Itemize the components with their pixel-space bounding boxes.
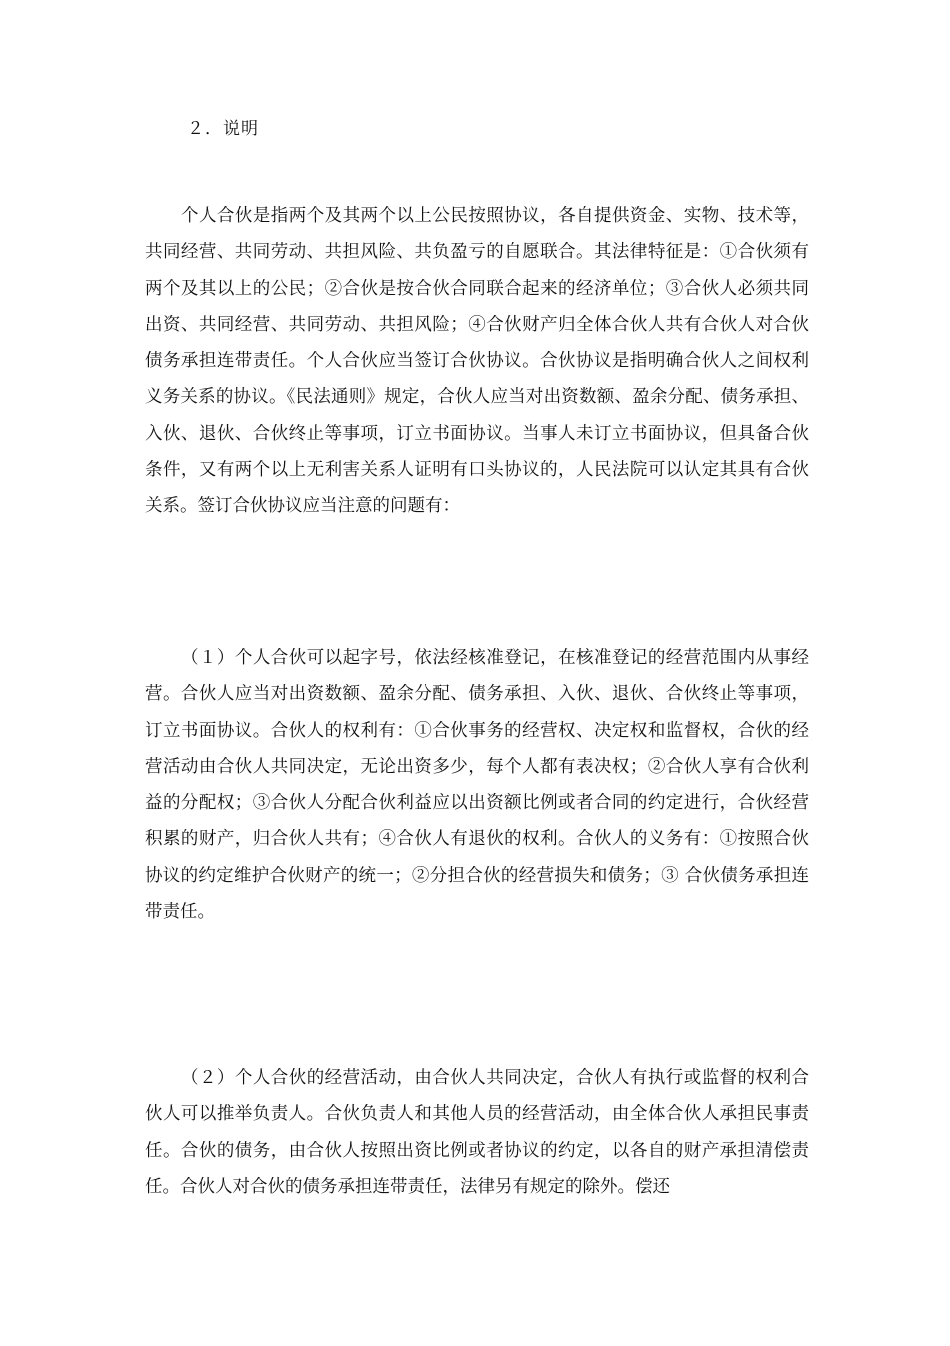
paragraph-item-2: （２）个人合伙的经营活动，由合伙人共同决定，合伙人有执行或监督的权利合伙人可以推举负责人。合伙负责人和其他人员的经营活动，由全体合伙人承担民事责任。合伙的债务，由合伙人按照出资比例或者协议的约定，以各自的财产承担清偿责任。合伙人对合伙的债务承担连带责任，法律另有规定的除外。偿还 — [145, 1068, 809, 1197]
section-heading: ２．说明 — [187, 119, 259, 139]
paragraph-item-1: （１）个人合伙可以起字号，依法经核准登记，在核准登记的经营范围内从事经营。合伙人应当对出资数额、盈余分配、债务承担、入伙、退伙、合伙终止等事项，订立书面协议。合伙人的权利有：①合伙事务的经营权、决定权和监督权，合伙的经营活动由合伙人共同决定，无论出资多少，每个人都有表决权；②合伙人享有合伙利益的分配权；③合伙人分配合伙利益应以出资额比例或者合同的约定进行，合伙经营积累的财产，归合伙人共有；④合伙人有退伙的权利。合伙人的义务有：①按照合伙协议的约定维护合伙财产的统一；②分担合伙的经营损失和债务；③ 合伙债务承担连带责任。 — [145, 648, 809, 923]
paragraph-definition: 个人合伙是指两个及其两个以上公民按照协议，各自提供资金、实物、技术等，共同经营、共同劳动、共担风险、共负盈亏的自愿联合。其法律特征是：①合伙须有两个及其以上的公民；②合伙是按合伙合同联合起来的经济单位；③合伙人必须共同出资、共同经营、共同劳动、共担风险；④合伙财产归全体合伙人共有合伙人对合伙债务承担连带责任。个人合伙应当签订合伙协议。合伙协议是指明确合伙人之间权利义务关系的协议。《民法通则》规定，合伙人应当对出资数额、盈余分配、债务承担、入伙、退伙、合伙终止等事项，订立书面协议。当事人未订立书面协议，但具备合伙条件，又有两个以上无利害关系人证明有口头协议的，人民法院可以认定其具有合伙关系。签订合伙协议应当注意的问题有： — [145, 206, 809, 517]
